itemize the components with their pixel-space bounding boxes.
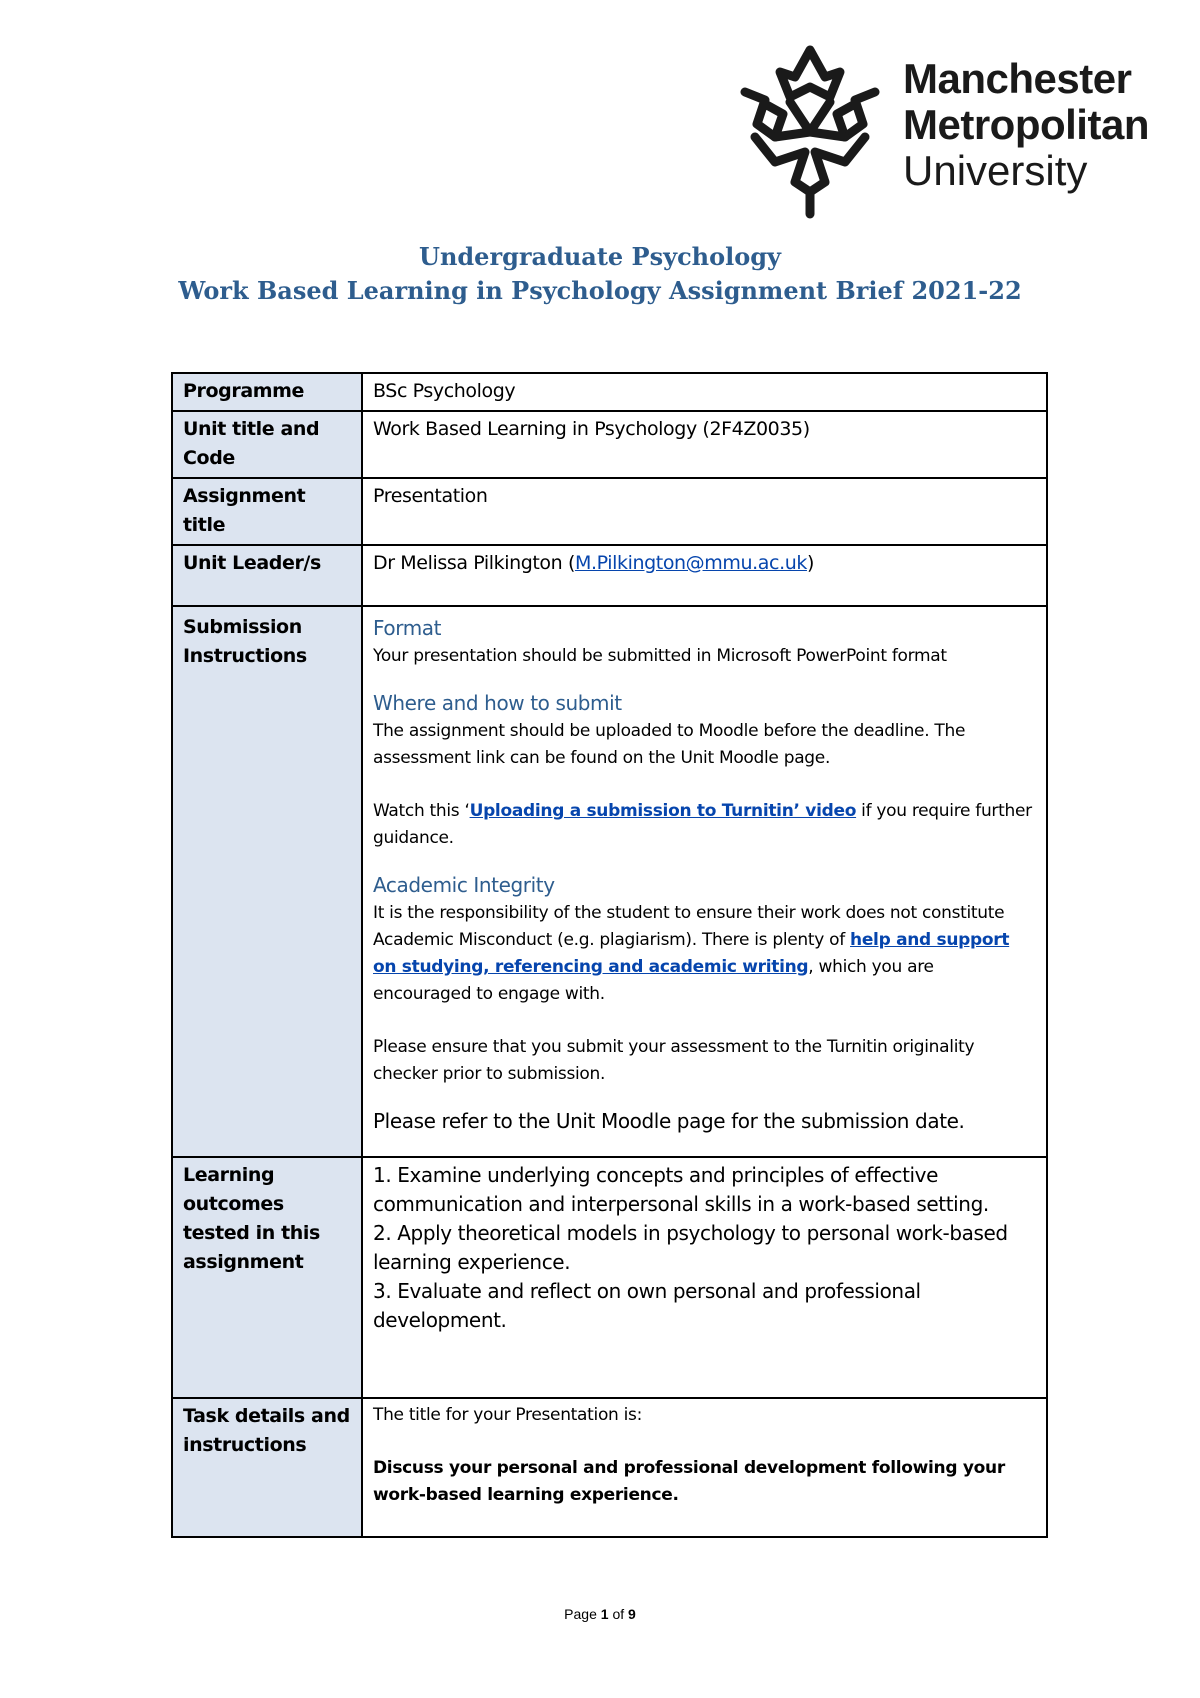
logo-line-3: University [903,147,1088,194]
row-submission [172,606,1047,1157]
academic-help-link[interactable]: help and support on studying, referencing and academic writing [373,930,1010,977]
turnitin-video-link[interactable]: Uploading a submission to Turnitin’ video [469,801,857,821]
leader-close-paren: ) [806,552,814,574]
logo-wordmark [903,56,1149,194]
page-total: 9 [628,1606,636,1622]
logo-line-2: Metropolitan [903,101,1149,148]
assignment-brief-table [171,372,1048,1538]
page-footer [0,1606,1200,1622]
integrity-heading: Academic Integrity [373,873,555,897]
value-assignment: Presentation [362,478,1047,545]
watch-paragraph [373,798,1036,852]
leader-name: Dr Melissa Pilkington ( [373,552,575,574]
integrity-paragraph [373,900,1036,1008]
outcome-item-1: 1. Examine underlying concepts and principles of effective communication and interpersonal skills in a work-based setting. [373,1163,989,1216]
integrity-post: , which you are encouraged to engage with. [373,957,934,1004]
document-title-line-1: Undergraduate Psychology [419,242,781,271]
turnitin-text: Please ensure that you submit your assessment to the Turnitin originality checker prior to submission. [373,1037,975,1084]
format-text: Your presentation should be submitted in Microsoft PowerPoint format [373,646,947,666]
label-assignment: Assignment title [172,478,362,545]
where-heading: Where and how to submit [373,691,622,715]
outcome-item-2: 2. Apply theoretical models in psychology to personal work-based learning experience. [373,1221,1008,1274]
label-unit: Unit title and Code [172,411,362,478]
page-number: 1 [600,1606,609,1622]
label-outcomes: Learning outcomes tested in this assignment [172,1157,362,1398]
refer-text: Please refer to the Unit Moodle page for the submission date. [373,1109,965,1133]
mmu-trefoil-icon [735,42,885,222]
value-programme: BSc Psychology [362,373,1047,411]
row-programme [172,373,1047,411]
value-outcomes [362,1157,1047,1398]
integrity-pre: It is the responsibility of the student to ensure their work does not constitute Academic Misconduct (e.g. plagiarism). There is plenty of [373,903,1005,950]
value-leader [362,545,1047,606]
outcome-item-3: 3. Evaluate and reflect on own personal and professional development. [373,1279,921,1332]
label-leader: Unit Leader/s [172,545,362,606]
value-unit: Work Based Learning in Psychology (2F4Z0035) [362,411,1047,478]
row-assignment [172,478,1047,545]
task-intro: The title for your Presentation is: [373,1405,643,1425]
value-task [362,1398,1047,1537]
watch-pre: Watch this ‘ [373,801,470,821]
row-leader [172,545,1047,606]
logo-line-1: Manchester [903,55,1132,102]
university-logo [735,42,1185,222]
task-title: Discuss your personal and professional development following your work-based learning experience. [373,1458,1005,1505]
watch-post: if you require further guidance. [373,801,1032,848]
row-task [172,1398,1047,1537]
value-submission [362,606,1047,1157]
row-unit [172,411,1047,478]
label-programme: Programme [172,373,362,411]
document-title-line-2: Work Based Learning in Psychology Assignment Brief 2021-22 [178,276,1022,305]
format-heading: Format [373,616,442,640]
label-submission: Submission Instructions [172,606,362,1157]
leader-email-link[interactable]: M.Pilkington@mmu.ac.uk [574,552,807,574]
page-label-mid: of [608,1606,629,1622]
page-label-pre: Page [564,1606,601,1622]
label-task: Task details and instructions [172,1398,362,1537]
row-outcomes [172,1157,1047,1398]
where-text: The assignment should be uploaded to Moodle before the deadline. The assessment link can be found on the Unit Moodle page. [373,721,966,768]
